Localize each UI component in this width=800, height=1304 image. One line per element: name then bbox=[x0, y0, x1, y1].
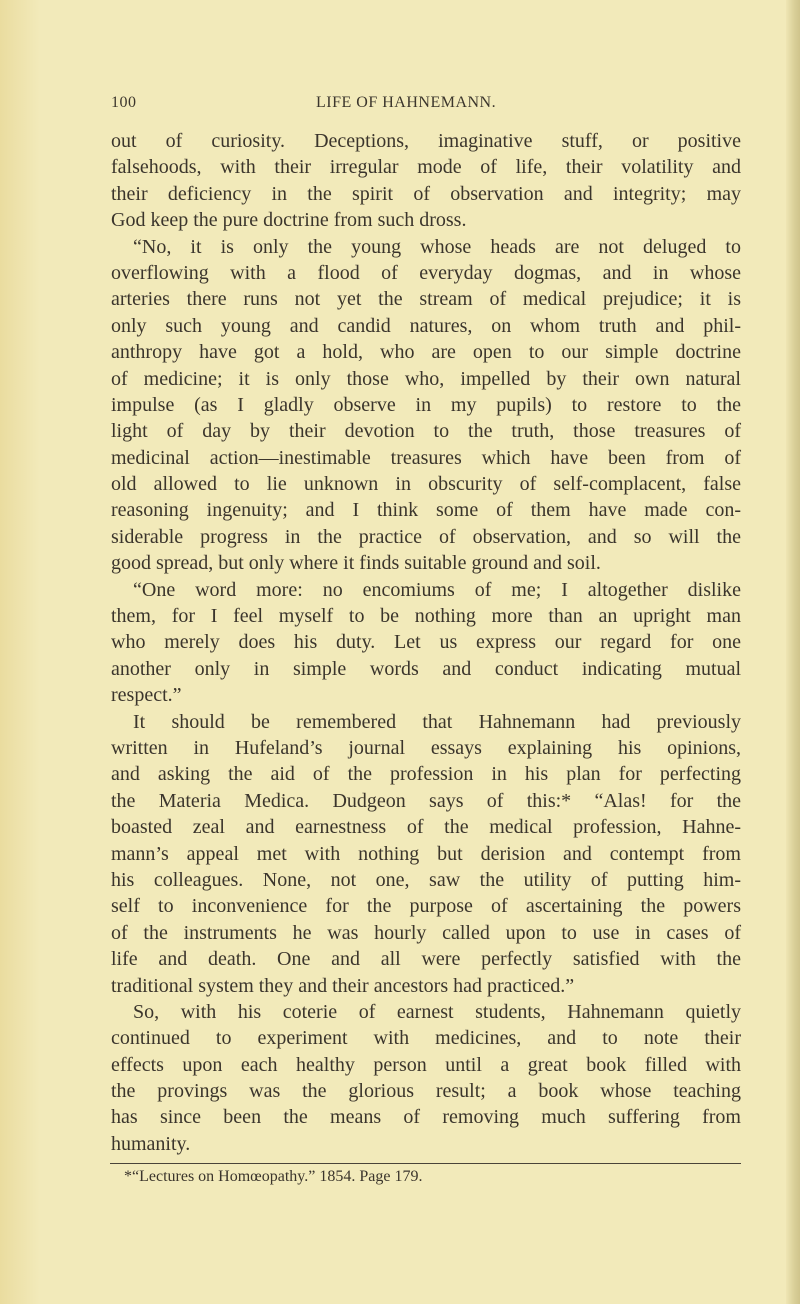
body-text bbox=[111, 128, 741, 1157]
text-line: his colleagues. None, not one, saw the utility of putting him- bbox=[111, 868, 741, 891]
text-line: anthropy have got a hold, who are open to our simple doctrine bbox=[111, 341, 741, 364]
text-line: mann’s appeal met with nothing but derision and contempt from bbox=[111, 842, 741, 865]
running-title: LIFE OF HAHNEMANN. bbox=[316, 94, 497, 111]
page-edge bbox=[786, 0, 800, 1304]
text-line: respect.” bbox=[111, 684, 182, 707]
footnote: *“Lectures on Homœopathy.” 1854. Page 179. bbox=[124, 1168, 423, 1185]
paragraph bbox=[111, 234, 741, 577]
text-line: another only in simple words and conduct indicating mutual bbox=[111, 657, 741, 680]
text-line: impulse (as I gladly observe in my pupils) to restore to the bbox=[111, 393, 741, 416]
text-line: humanity. bbox=[111, 1132, 191, 1155]
text-line: their deficiency in the spirit of observation and integrity; may bbox=[111, 182, 741, 205]
text-line: of the instruments he was hourly called upon to use in cases of bbox=[111, 921, 741, 944]
text-line: So, with his coterie of earnest students, Hahnemann quietly bbox=[133, 1000, 741, 1023]
text-line: has since been the means of removing much suffering from bbox=[111, 1106, 741, 1129]
text-line: and asking the aid of the profession in his plan for perfecting bbox=[111, 763, 741, 786]
text-line: life and death. One and all were perfectly satisfied with the bbox=[111, 948, 741, 971]
text-line: the provings was the glorious result; a book whose teaching bbox=[111, 1080, 741, 1103]
text-line: falsehoods, with their irregular mode of life, their volatility and bbox=[111, 156, 741, 179]
text-line: boasted zeal and earnestness of the medical profession, Hahne- bbox=[111, 816, 741, 839]
text-line: medicinal action—inestimable treasures which have been from of bbox=[111, 446, 741, 469]
text-line: out of curiosity. Deceptions, imaginative stuff, or positive bbox=[111, 130, 741, 152]
text-line: “One word more: no encomiums of me; I altogether dislike bbox=[133, 578, 741, 601]
text-line: of medicine; it is only those who, impelled by their own natural bbox=[111, 367, 741, 390]
running-header bbox=[111, 94, 741, 118]
paragraph bbox=[111, 709, 741, 999]
paragraph bbox=[111, 577, 741, 709]
text-line: light of day by their devotion to the truth, those treasures of bbox=[111, 420, 741, 443]
text-line: effects upon each healthy person until a great book filled with bbox=[111, 1053, 741, 1076]
text-line: “No, it is only the young whose heads are not deluged to bbox=[133, 235, 741, 258]
text-line: reasoning ingenuity; and I think some of them have made con- bbox=[111, 499, 741, 522]
text-line: good spread, but only where it finds suitable ground and soil. bbox=[111, 552, 601, 575]
text-line: self to inconvenience for the purpose of ascertaining the powers bbox=[111, 895, 741, 918]
text-line: siderable progress in the practice of observation, and so will the bbox=[111, 525, 741, 548]
text-line: It should be remembered that Hahnemann had previously bbox=[133, 710, 741, 733]
text-line: arteries there runs not yet the stream of medical prejudice; it is bbox=[111, 288, 741, 311]
text-line: written in Hufeland’s journal essays explaining his opinions, bbox=[111, 736, 741, 759]
paragraph bbox=[111, 999, 741, 1157]
text-line: traditional system they and their ancestors had practiced.” bbox=[111, 974, 575, 997]
text-line: them, for I feel myself to be nothing more than an upright man bbox=[111, 605, 741, 628]
page-shadow bbox=[0, 0, 40, 1304]
text-line: continued to experiment with medicines, and to note their bbox=[111, 1027, 741, 1050]
paragraph bbox=[111, 128, 741, 234]
text-line: overflowing with a flood of everyday dogmas, and in whose bbox=[111, 261, 741, 284]
text-line: the Materia Medica. Dudgeon says of this:* “Alas! for the bbox=[111, 789, 741, 812]
page-number: 100 bbox=[111, 94, 137, 111]
text-line: only such young and candid natures, on whom truth and phil- bbox=[111, 314, 741, 337]
footnote-rule bbox=[110, 1163, 741, 1164]
text-line: old allowed to lie unknown in obscurity of self-complacent, false bbox=[111, 473, 741, 496]
text-line: God keep the pure doctrine from such dross. bbox=[111, 209, 467, 232]
text-line: who merely does his duty. Let us express our regard for one bbox=[111, 631, 741, 654]
